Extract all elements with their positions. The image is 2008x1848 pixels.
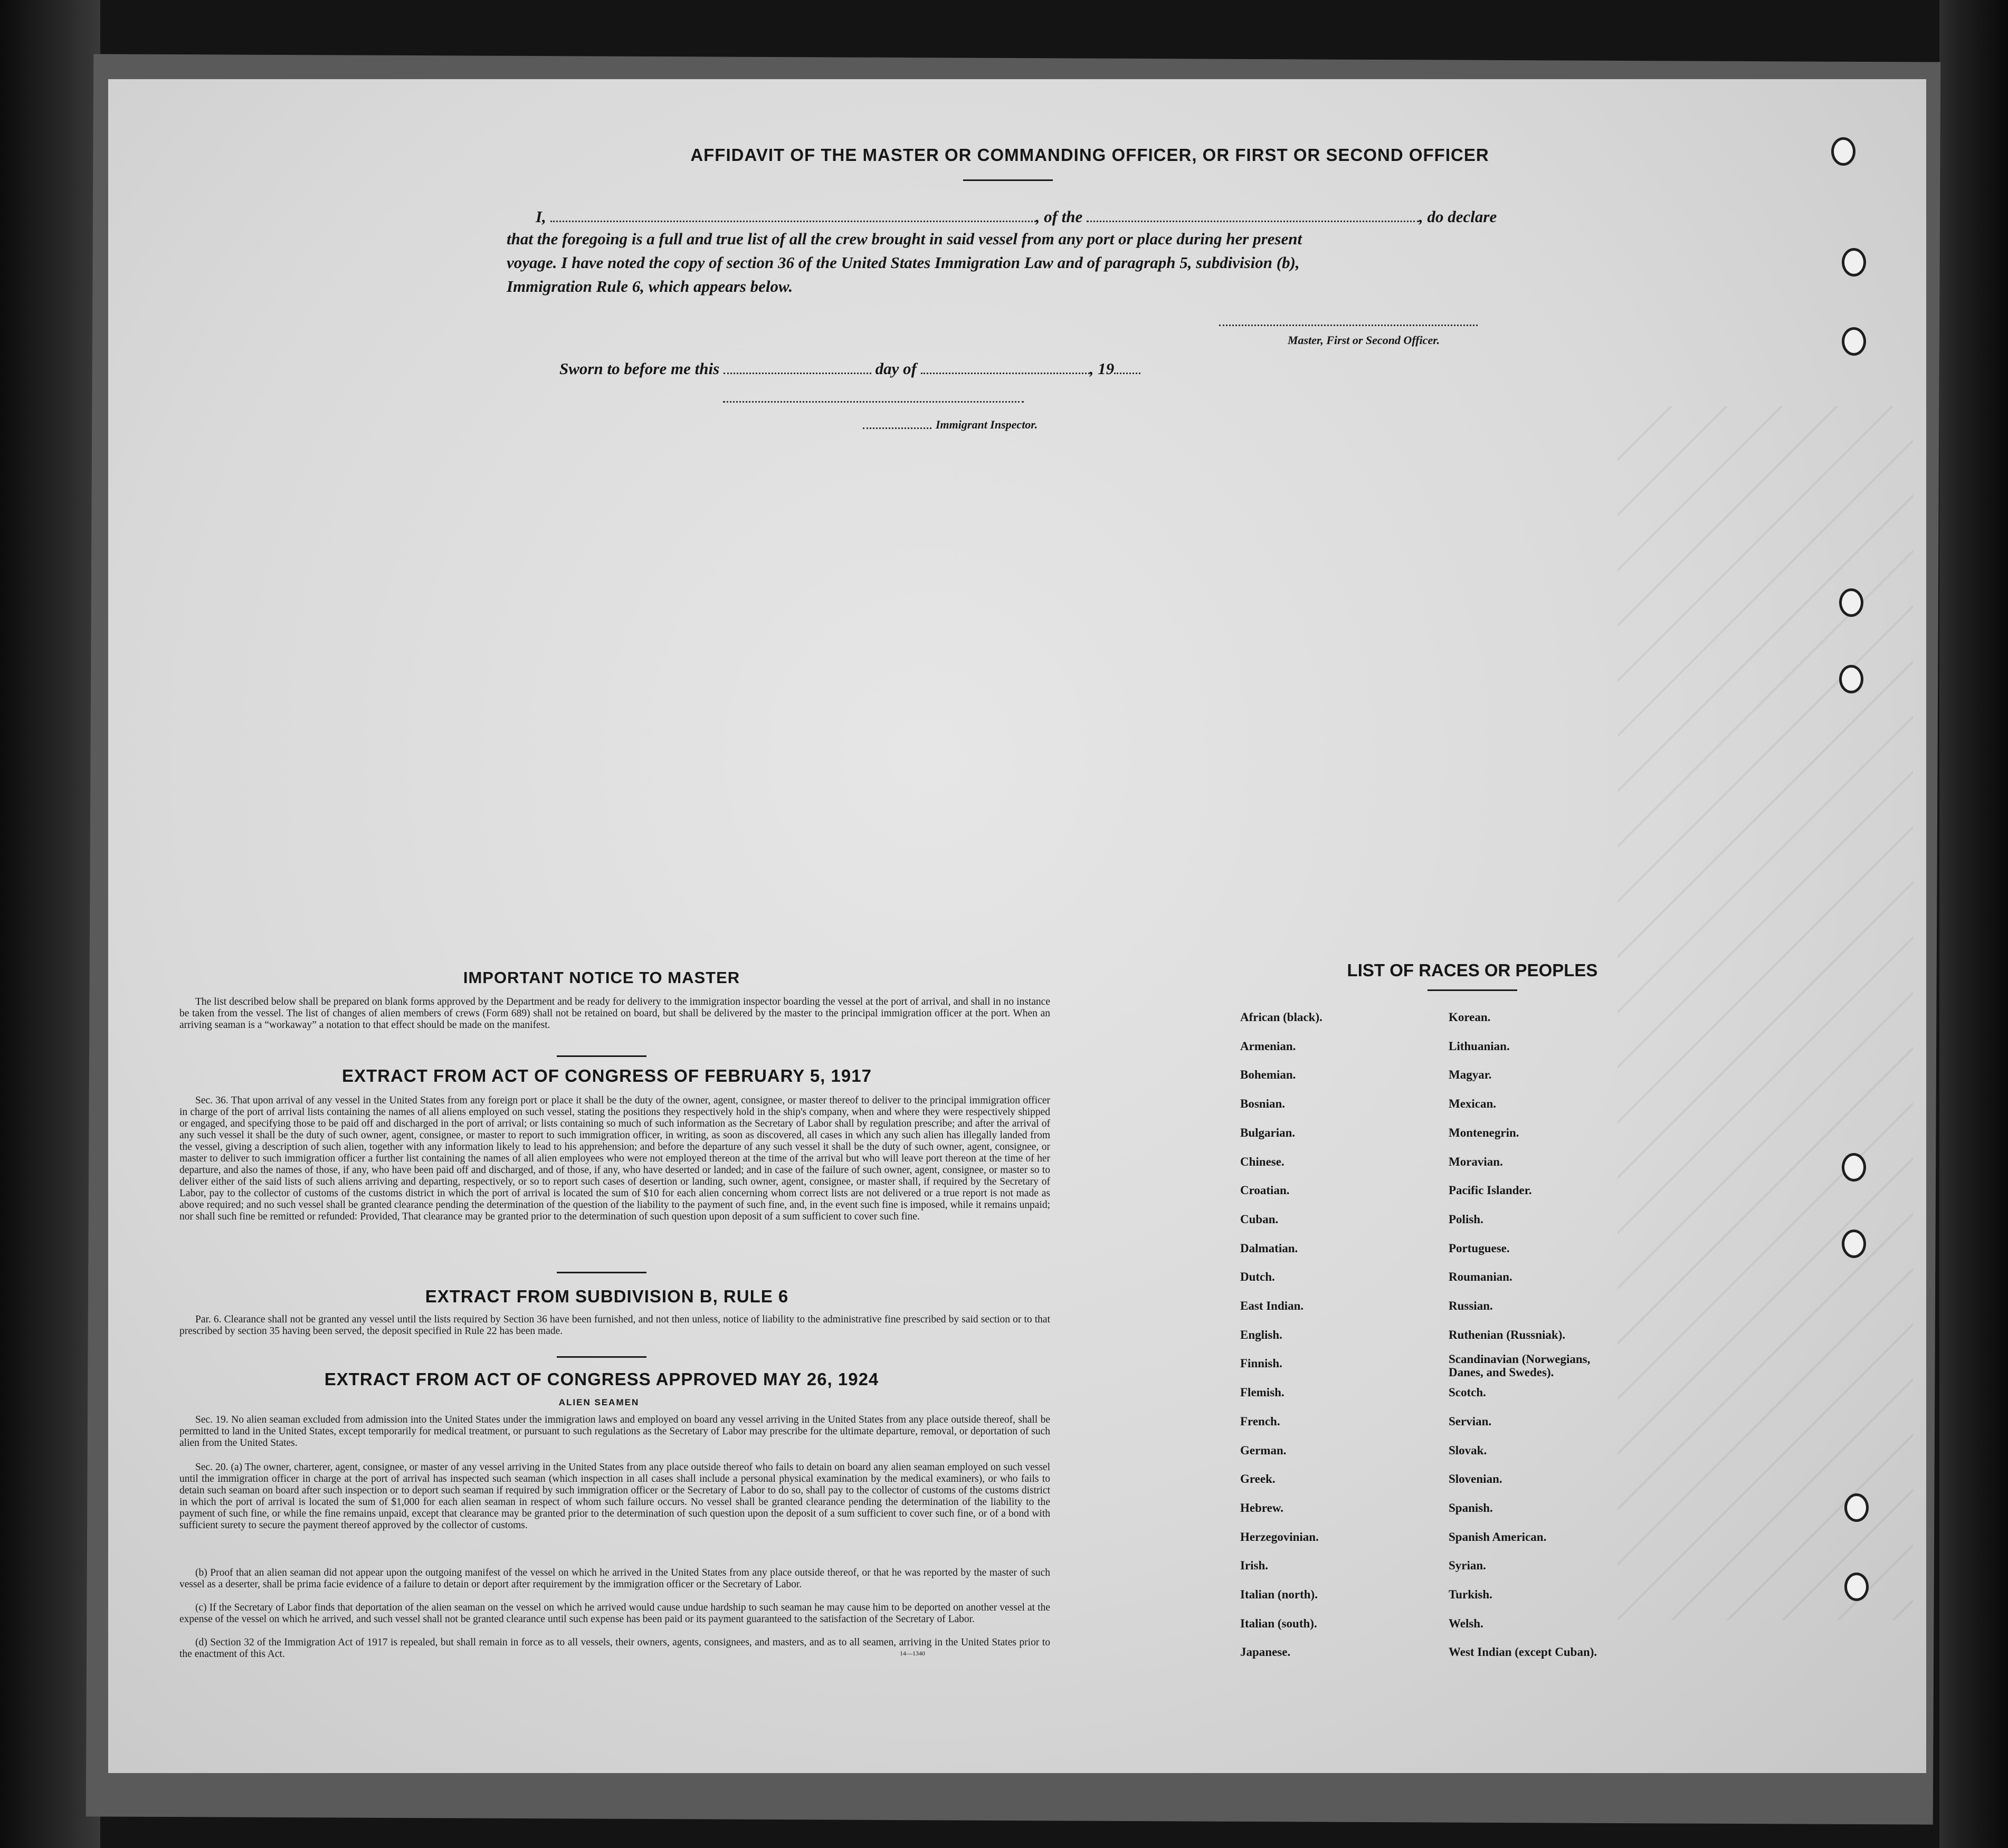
race-item: Magyar. <box>1449 1068 1492 1082</box>
sec20b-paragraph: (b) Proof that an alien seaman did not appear upon the outgoing manifest of the vessel on which he arrived in the United States from any place outside thereof, or that he was reported by the master of such vessel as a deserter, shall be prima facie evidence of a failure to detain or deport after requirement by the immigration officer or the Secretary of Labor. <box>179 1567 1050 1590</box>
race-item: Moravian. <box>1449 1155 1503 1168</box>
name-blank[interactable] <box>550 206 1036 222</box>
title-rule <box>963 179 1053 181</box>
sec20a-paragraph: Sec. 20. (a) The owner, charterer, agent, consignee, or master of any vessel arriving in the United States from any place outside thereof who fails to detain on board any alien seaman employed on such vessel until the immigration officer in charge at the port of arrival has inspected such seaman (which inspection in all cases shall include a personal physical examination by the medical examiners), or who fails to detain such seaman on board after such inspection or to deport such seaman if required by such immigration officer or the Secretary of Labor to do so, shall pay to the collector of customs of the customs district in which the port of arrival is located the sum of $1,000 for each alien seaman in respect of whom such failure occurs. No vessel shall be granted clearance pending the determination of the liability to the payment of such fine, or while the fine remains unpaid, except that clearance may be granted prior to the determination of such question upon the deposit of a sum sufficient to cover such fine, or of a bond with sufficient surety to secure the payment thereof approved by the collector of customs. <box>179 1462 1050 1531</box>
race-item: Armenian. <box>1240 1039 1296 1053</box>
punch-hole <box>1842 327 1866 356</box>
punch-hole <box>1842 1153 1866 1182</box>
race-item: Italian (south). <box>1240 1616 1317 1630</box>
bleed-through-marks <box>1617 406 1913 1620</box>
punch-hole <box>1839 588 1863 617</box>
sec20d-paragraph: (d) Section 32 of the Immigration Act of 1917 is repealed, but shall remain in force as to all vessels, their owners, agents, consignees, and masters, and as to all seamen, arriving in the United States prior to the enactment of this Act. <box>179 1637 1050 1660</box>
extract-1917-title: EXTRACT FROM ACT OF CONGRESS OF FEBRUARY 5, 1917 <box>342 1066 872 1085</box>
extract-1917-body: Sec. 36. That upon arrival of any vessel in the United States from any foreign port or place it shall be the duty of the owner, agent, consignee, or master thereof to deliver to the principal immigration officer in charge of the port of arrival lists containing the names of all aliens employed on such vessel, stating the positions they respectively hold in the ship's company, when and where they were respectively shipped or engaged, and specifying those to be paid off and discharged in the port of arrival; or lists containing so much of such information as the Secretary of Labor shall by regulation prescribe; and after the arrival of any such vessel it shall be the duty of such owner, agent, consignee, or master to report to such immigration officer, in writing, as soon as discovered, all cases in which any such alien has illegally landed from the vessel, giving a description of such alien, together with any information likely to lead to his apprehension; and before the departure of any such vessel it shall be the duty of such owner, agent, consignee, or master to deliver to such immigration officer a further list containing the names of all alien employees who were not employed thereon at the time of the arrival but who will leave port thereon at the time of her departure, and also the names of those, if any, who have been paid off and discharged, and of those, if any, who have deserted or landed; and in case of the failure of such owner, agent, consignee, or master so to deliver either of the said lists of such aliens arriving and departing, respectively, or so to report such cases of desertion or landing, such owner, agent, consignee, or master shall, if required by the Secretary of Labor, pay to the collector of customs of the customs district in which the port of arrival is located the sum of $10 for each alien concerning whom correct lists are not delivered or a true report is not made as above required; and no such vessel shall be granted clearance pending the determination of the question of the liability to the payment of such fine, and, in the event such fine is imposed, while it remains unpaid; nor shall such fine be remitted or refunded: Provided, That clearance may be granted prior to the determination of such question upon deposit of a sum sufficient to cover such fine. <box>179 1095 1050 1222</box>
race-item: Spanish American. <box>1449 1530 1547 1544</box>
section-rule <box>557 1055 646 1057</box>
master-signature-caption: Master, First or Second Officer. <box>1288 334 1440 347</box>
i-word: I, <box>536 207 546 226</box>
race-item: East Indian. <box>1240 1299 1304 1312</box>
inspector-lead-line <box>863 427 931 429</box>
race-item: Welsh. <box>1449 1616 1483 1630</box>
affidavit-title: AFFIDAVIT OF THE MASTER OR COMMANDING OFFICER, OR FIRST OR SECOND OFFICER <box>690 145 1489 165</box>
race-item: Pacific Islander. <box>1449 1184 1532 1197</box>
affidavit-line-2: that the foregoing is a full and true list of all the crew brought in said vessel from any port or place during her present <box>507 230 1302 248</box>
notice-title: IMPORTANT NOTICE TO MASTER <box>463 968 740 987</box>
affidavit-line-3: voyage. I have noted the copy of section 36 of the United States Immigration Law and of paragraph 5, subdivision (b), <box>507 253 1300 272</box>
race-item: Flemish. <box>1240 1386 1284 1399</box>
race-item: Lithuanian. <box>1449 1039 1510 1053</box>
race-item: Italian (north). <box>1240 1588 1318 1601</box>
inspector-signature-line[interactable] <box>723 401 1024 403</box>
punch-hole <box>1839 665 1863 693</box>
race-item: African (black). <box>1240 1011 1322 1024</box>
punch-hole <box>1844 1573 1869 1601</box>
race-item: Irish. <box>1240 1559 1269 1573</box>
extract-rule6-body: Par. 6. Clearance shall not be granted any vessel until the lists required by Section 36 have been furnished, and not then unless, notice of liability to the administrative fine prescribed by said section or to that prescribed by section 35 having been served, the deposit specified in Rule 22 has been made. <box>179 1314 1050 1337</box>
race-item: Bulgarian. <box>1240 1126 1296 1139</box>
sworn-line <box>559 358 1140 378</box>
race-item: Greek. <box>1240 1472 1276 1486</box>
race-item: Bohemian. <box>1240 1068 1296 1082</box>
extract-rule6-title: EXTRACT FROM SUBDIVISION B, RULE 6 <box>425 1287 789 1306</box>
race-item: Korean. <box>1449 1011 1491 1024</box>
race-item: Montenegrin. <box>1449 1126 1519 1139</box>
race-item: Croatian. <box>1240 1184 1290 1197</box>
race-item: Hebrew. <box>1240 1501 1283 1514</box>
master-signature-line[interactable] <box>1219 325 1478 326</box>
race-item: English. <box>1240 1328 1282 1341</box>
section-rule <box>557 1272 646 1273</box>
year-prefix: , 19 <box>1089 359 1115 378</box>
sworn-text: Sworn to before me this <box>559 359 720 378</box>
race-item: Syrian. <box>1449 1559 1486 1573</box>
race-item: West Indian (except Cuban). <box>1449 1645 1597 1659</box>
race-item: Spanish. <box>1449 1501 1493 1514</box>
race-item: Bosnian. <box>1240 1097 1286 1111</box>
race-item: Japanese. <box>1240 1645 1291 1659</box>
punch-hole <box>1842 1230 1866 1258</box>
sworn-year-blank[interactable] <box>1114 358 1140 374</box>
races-rule <box>1428 989 1517 991</box>
race-item: Ruthenian (Russniak). <box>1449 1328 1566 1341</box>
race-item: Chinese. <box>1240 1155 1284 1168</box>
sworn-month-blank[interactable] <box>921 358 1090 374</box>
race-item: Slovenian. <box>1449 1472 1502 1486</box>
extract-1924-title: EXTRACT FROM ACT OF CONGRESS APPROVED MAY 26, 1924 <box>324 1369 879 1389</box>
form-number: 14—1340 <box>900 1650 925 1657</box>
affidavit-declaration-line <box>536 206 1497 226</box>
section-rule <box>557 1356 646 1358</box>
race-item: Portuguese. <box>1449 1241 1510 1255</box>
race-item: Herzegovinian. <box>1240 1530 1319 1544</box>
race-item: Mexican. <box>1449 1097 1497 1111</box>
races-title: LIST OF RACES OR PEOPLES <box>1347 960 1598 980</box>
vessel-blank[interactable] <box>1087 206 1419 222</box>
inspector-caption: Immigrant Inspector. <box>936 418 1038 431</box>
race-item: Turkish. <box>1449 1588 1492 1601</box>
race-item: Servian. <box>1449 1414 1492 1428</box>
scan-border-right <box>1939 0 2008 1848</box>
race-item: German. <box>1240 1443 1287 1457</box>
race-item: French. <box>1240 1414 1280 1428</box>
race-item: Polish. <box>1449 1212 1483 1226</box>
race-item: Scotch. <box>1449 1386 1486 1399</box>
race-item: Finnish. <box>1240 1357 1282 1370</box>
scan-border-left <box>0 0 100 1848</box>
affidavit-line-4: Immigration Rule 6, which appears below. <box>507 277 793 296</box>
race-item: Scandinavian (Norwegians, Danes, and Swedes). <box>1449 1352 1591 1379</box>
punch-hole <box>1844 1493 1869 1522</box>
of-the-text: , of the <box>1035 207 1083 226</box>
punch-hole <box>1842 248 1866 277</box>
day-of-text: day of <box>875 359 917 378</box>
race-item: Slovak. <box>1449 1443 1487 1457</box>
race-item: Russian. <box>1449 1299 1493 1312</box>
sec20c-paragraph: (c) If the Secretary of Labor finds that deportation of the alien seaman on the vessel on which he arrived would cause undue hardship to such seaman he may cause him to be deported on another vessel at the expense of the vessel on which he arrived, and such vessel shall not be granted clearance until such expense has been paid or its payment guaranteed to the satisfaction of the Secretary of Labor. <box>179 1602 1050 1625</box>
race-item: Dalmatian. <box>1240 1241 1298 1255</box>
race-item: Dutch. <box>1240 1270 1275 1284</box>
sworn-day-blank[interactable] <box>724 358 871 374</box>
notice-body: The list described below shall be prepared on blank forms approved by the Department and be ready for delivery to the immigration inspector boarding the vessel at the port of arrival, and shall in no instance be taken from the vessel. The list of changes of alien members of crews (Form 689) shall not be retained on board, but shall be delivered by the master to the principal immigration officer at the port. When an arriving seaman is a “workaway” a notation to that effect should be made on the manifest. <box>179 996 1050 1031</box>
race-item: Roumanian. <box>1449 1270 1512 1284</box>
do-declare-text: , do declare <box>1419 207 1497 226</box>
alien-seamen-subtitle: ALIEN SEAMEN <box>558 1397 640 1407</box>
document-page <box>108 79 1926 1773</box>
punch-hole <box>1831 137 1855 166</box>
sec19-paragraph: Sec. 19. No alien seaman excluded from admission into the United States under the immigration laws and employed on board any vessel arriving in the United States from any place outside thereof, shall be permitted to land in the United States, except temporarily for medical treatment, or pursuant to such regulations as the Secretary of Labor may prescribe for the ultimate departure, removal, or deportation of such alien from the United States. <box>179 1414 1050 1449</box>
race-item: Cuban. <box>1240 1212 1279 1226</box>
